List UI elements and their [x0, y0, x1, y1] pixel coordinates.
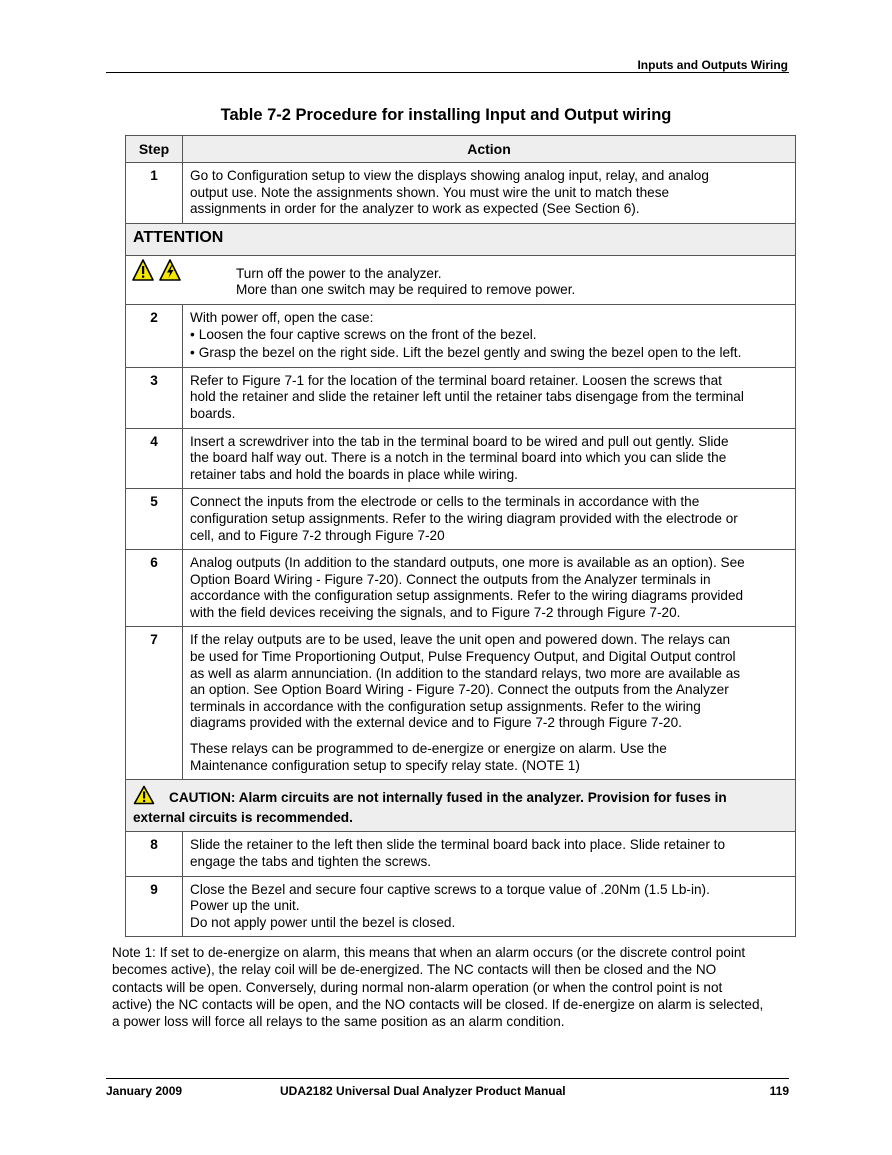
page-number: 119 — [769, 1084, 789, 1098]
action-line: Go to Configuration setup to view the displays showing analog input, relay, and analog — [190, 168, 709, 183]
footnote-line: contacts will be open. Conversely, during normal non-alarm operation (or when the control point is not — [112, 979, 723, 995]
action-line: Slide the retainer to the left then slide the terminal board back into place. Slide retainer to — [190, 837, 726, 853]
footer-rule — [106, 1078, 789, 1079]
table-row — [126, 876, 796, 937]
running-header: Inputs and Outputs Wiring — [637, 58, 788, 72]
attention-heading: ATTENTION — [126, 223, 796, 255]
action-line: assignments in order for the analyzer to work as expected (See Section 6). — [190, 201, 640, 217]
step-number: 7 — [126, 627, 183, 780]
action-line: boards. — [190, 405, 236, 421]
action-line: If the relay outputs are to be used, leave the unit open and powered down. The relays can — [190, 632, 731, 648]
action-paragraph — [190, 741, 789, 774]
footnote — [112, 944, 814, 1030]
warning-triangle-icon — [133, 785, 155, 810]
attention-body — [126, 255, 796, 304]
bullet-text: Grasp the bezel on the right side. Lift the bezel gently and swing the bezel open to the left. — [198, 345, 742, 361]
caution-line — [133, 785, 788, 810]
attention-line: More than one switch may be required to remove power. — [236, 282, 576, 298]
action-line: diagrams provided with the external device and to Figure 7-2 through Figure 7-20. — [190, 715, 682, 731]
step-number: 4 — [126, 428, 183, 489]
attention-icons — [132, 258, 182, 289]
header-rule — [106, 72, 789, 73]
step-action — [183, 832, 796, 876]
action-line: an option. See Option Board Wiring - Figure 7-20). Connect the outputs from the Analyzer — [190, 682, 729, 698]
table-title: Table 7-2 Procedure for installing Input and Output wiring — [220, 106, 672, 124]
step-number: 9 — [126, 876, 183, 937]
bullet-item — [190, 327, 789, 344]
table-row — [126, 367, 796, 428]
footer-manual-title: UDA2182 Universal Dual Analyzer Product Manual — [280, 1084, 566, 1098]
step-action — [183, 304, 796, 367]
step-number: 5 — [126, 489, 183, 550]
table-row — [126, 627, 796, 780]
electrical-hazard-icon — [160, 260, 180, 280]
step-number: 2 — [126, 304, 183, 367]
column-header-step: Step — [126, 136, 183, 163]
caution-text: CAUTION: Alarm circuits are not internally fused in the analyzer. Provision for fuses in — [169, 790, 727, 806]
attention-body-row — [126, 255, 796, 304]
action-line: Close the Bezel and secure four captive screws to a torque value of .20Nm (1.5 Lb-in). — [190, 881, 710, 897]
action-line: as well as alarm annunciation. (In addition to the standard relays, two more are available as — [190, 665, 741, 681]
action-line: accordance with the configuration setup assignments. Refer to the wiring diagrams provided — [190, 588, 744, 604]
step-action — [183, 367, 796, 428]
attention-heading-row — [126, 223, 796, 255]
action-line: Insert a screwdriver into the tab in the terminal board to be wired and pull out gently. Slide — [190, 433, 729, 449]
step-action — [183, 876, 796, 937]
action-line: Refer to Figure 7-1 for the location of the terminal board retainer. Loosen the screws that — [190, 372, 722, 388]
table-row — [126, 489, 796, 550]
action-line: Connect the inputs from the electrode or cells to the terminals in accordance with the — [190, 494, 700, 510]
action-line: output use. Note the assignments shown. You must wire the unit to match these — [190, 184, 670, 200]
step-number: 6 — [126, 550, 183, 627]
action-intro: With power off, open the case: — [190, 309, 374, 325]
table-row — [126, 304, 796, 367]
warning-triangle-icon — [132, 258, 182, 284]
step-number: 3 — [126, 367, 183, 428]
action-line: configuration setup assignments. Refer to the wiring diagram provided with the electrode or — [190, 510, 738, 526]
table-header-row — [126, 136, 796, 163]
step-action — [183, 163, 796, 224]
action-line: Power up the unit. — [190, 898, 300, 914]
action-line: Maintenance configuration setup to specify relay state. (NOTE 1) — [190, 757, 580, 773]
action-line: Analog outputs (In addition to the standard outputs, one more is available as an option). See — [190, 555, 745, 571]
attention-line: Turn off the power to the analyzer. — [236, 265, 442, 281]
step-action — [183, 428, 796, 489]
table-row — [126, 550, 796, 627]
footnote-line: Note 1: If set to de-energize on alarm, this means that when an alarm occurs (or the discrete control point — [112, 945, 746, 960]
footer-date: January 2009 — [106, 1084, 183, 1098]
step-action — [183, 627, 796, 780]
action-line: Do not apply power until the bezel is closed. — [190, 914, 456, 930]
procedure-table — [125, 135, 796, 937]
step-number: 8 — [126, 832, 183, 876]
action-line: be used for Time Proportioning Output, Pulse Frequency Output, and Digital Output control — [190, 649, 736, 665]
action-line: engage the tabs and tighten the screws. — [190, 854, 432, 869]
caution-row — [126, 780, 796, 832]
action-line: terminals in accordance with the configuration setup assignments. Refer to the wiring — [190, 698, 701, 714]
action-line: These relays can be programmed to de-energize or energize on alarm. Use the — [190, 741, 667, 757]
action-line: hold the retainer and slide the retainer left until the retainer tabs disengage from the terminal — [190, 389, 744, 405]
attention-text — [236, 258, 789, 299]
step-action — [183, 550, 796, 627]
table-row — [126, 163, 796, 224]
table-row — [126, 428, 796, 489]
step-number: 1 — [126, 163, 183, 224]
footnote-line: a power loss will force all relays to the same position as an alarm condition. — [112, 1014, 565, 1030]
bullet-text: Loosen the four captive screws on the front of the bezel. — [198, 326, 537, 342]
table-row — [126, 832, 796, 876]
footnote-line: becomes active), the relay coil will be de-energized. The NC contacts will then be closed and the NO — [112, 962, 717, 978]
caution-box — [126, 780, 796, 832]
bullet-item — [190, 345, 789, 362]
step-action — [183, 489, 796, 550]
action-line: the board half way out. There is a notch in the terminal board into which you can slide the — [190, 450, 727, 466]
footnote-line: active) the NC contacts will be open, and the NO contacts will be closed. If de-energize on alarm is selected, — [112, 996, 764, 1012]
column-header-action: Action — [183, 136, 796, 163]
action-line: cell, and to Figure 7-2 through Figure 7-20 — [190, 527, 445, 543]
action-line: with the field devices receiving the signals, and to Figure 7-2 through Figure 7-20. — [190, 604, 681, 620]
action-line: retainer tabs and hold the boards in place while wiring. — [190, 466, 518, 482]
action-line: Option Board Wiring - Figure 7-20). Connect the outputs from the Analyzer terminals in — [190, 571, 711, 587]
caution-line: external circuits is recommended. — [133, 809, 353, 825]
